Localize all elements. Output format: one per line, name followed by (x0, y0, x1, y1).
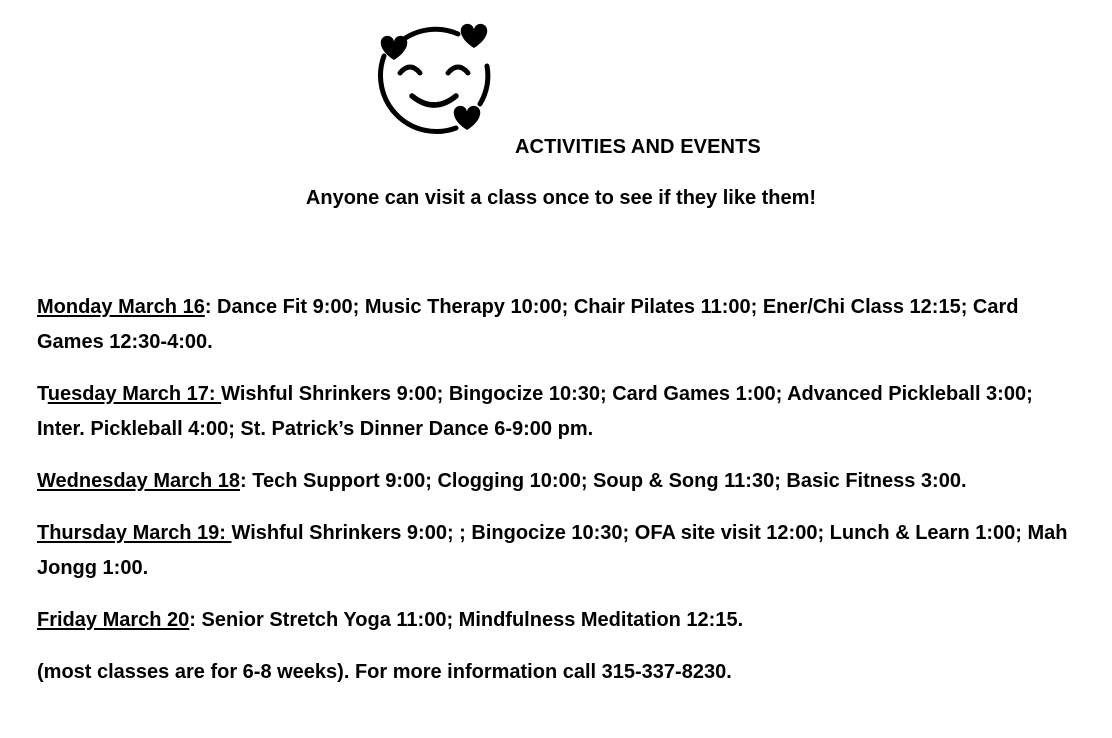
label-separator: : (189, 609, 196, 631)
day-activities: Wishful Shrinkers 9:00; Bingocize 10:30; Card Games 1:00; Advanced Pickleball 3:00; Inter. Pickleball 4:00; St. Patrick’s Dinner Dance 6-9:00 pm. (37, 383, 1033, 440)
day-label: Monday March 16 (37, 296, 205, 318)
info-note: (most classes are for 6-8 weeks). For more information call 315-337-8230. (37, 661, 732, 683)
schedule-day-friday (37, 603, 1077, 638)
day-activities: Senior Stretch Yoga 11:00; Mindfulness Meditation 12:15. (195, 609, 744, 631)
schedule-day-tuesday (37, 377, 1077, 447)
day-activities: Wishful Shrinkers 9:00; ; Bingocize 10:30; OFA site visit 12:00; Lunch & Learn 1:00; Mah Jongg 1:00. (37, 522, 1068, 579)
day-label: Friday March 20 (37, 609, 190, 631)
schedule-day-monday (37, 290, 1077, 360)
page-subtitle: Anyone can visit a class once to see if they like them! (305, 187, 817, 209)
page-title: ACTIVITIES AND EVENTS (515, 136, 761, 158)
label-separator: : (240, 470, 247, 492)
day-label-prefix: T (37, 383, 48, 405)
label-separator: : (204, 296, 212, 318)
activity-schedule (37, 290, 1077, 690)
day-activities: Dance Fit 9:00; Music Therapy 10:00; Chair Pilates 11:00; Ener/Chi Class 12:15; Card Games 12:30-4:00. (37, 296, 1019, 353)
day-label: Thursday March 19: (37, 522, 232, 544)
day-activities: Tech Support 9:00; Clogging 10:00; Soup & Song 11:30; Basic Fitness 3:00. (246, 470, 967, 492)
day-label: uesday March 17: (47, 383, 222, 405)
schedule-day-wednesday (37, 464, 1077, 499)
smiling-face-with-hearts-icon (372, 18, 496, 136)
day-label: Wednesday March 18 (37, 470, 241, 492)
schedule-day-thursday (37, 516, 1077, 586)
